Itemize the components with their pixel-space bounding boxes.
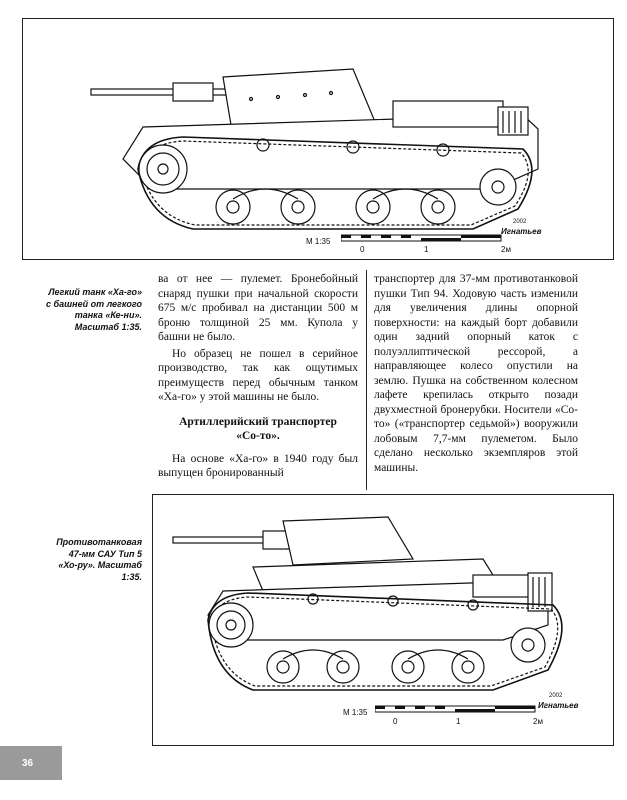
- caption-top: [30, 287, 142, 333]
- scale-tick-1: 1: [456, 717, 461, 726]
- section-heading: [158, 415, 358, 444]
- column-divider: [366, 270, 367, 490]
- scale-tick-0: 0: [360, 245, 365, 254]
- caption-bottom-line: «Хо-ру». Масштаб: [58, 560, 142, 570]
- scale-bar: [341, 234, 511, 244]
- paragraph: На основе «Ха-го» в 1940 году был выпущен бронированный: [158, 452, 358, 479]
- scale-tick-2: 2м: [501, 245, 511, 254]
- page-number-tab: [0, 746, 62, 780]
- caption-bottom-line: 1:35.: [121, 571, 142, 582]
- logo-year: 2002: [549, 693, 563, 699]
- logo-year: 2002: [513, 219, 527, 225]
- section-heading-line: «Со-то».: [236, 430, 280, 442]
- scale-ratio: M 1:35: [343, 708, 368, 717]
- logo-signature: Игнатьев: [538, 701, 579, 710]
- caption-bottom-line: Противотанковая: [56, 537, 142, 547]
- caption-top-line: Масштаб 1:35.: [74, 321, 142, 332]
- text-column-right: [374, 272, 578, 475]
- caption-top-line: Легкий танк «Ха-го»: [48, 287, 142, 297]
- paragraph: транспортер для 37-мм противотанковой пушки Тип 94. Ходовую часть изменили для увеличения длины опорной поверхности: на каждый борт добавили один задний опорный каток с полуэллиптической рессорой, а направляющее колесо опустили на землю. Пушка на собственном колесном лафете крепилась открыто позади двухместной бронерубки. Носители «Со-то» («транспортер седьмой») вооружили лобовым 7,7-мм пулеметом. Было сделано несколько экземпляров этой машины.: [374, 273, 578, 474]
- text-column-middle: [158, 272, 358, 481]
- caption-top-line: с башней от легкого: [46, 298, 142, 309]
- figure-bottom: [152, 494, 614, 746]
- caption-bottom-line: 47-мм САУ Тип 5: [68, 548, 142, 559]
- scale-ratio: M 1:35: [306, 237, 331, 246]
- scale-tick-1: 1: [424, 245, 429, 254]
- figure-top: [22, 18, 614, 260]
- scale-tick-0: 0: [393, 717, 398, 726]
- paragraph: Но образец не пошел в серийное производство, так как ощутимых преимуществ перед обычным танком «Ха-го» у этой машины не было.: [158, 347, 358, 403]
- logo-signature: Игнатьев: [501, 227, 542, 236]
- scale-bar: [375, 705, 545, 715]
- caption-bottom: [30, 537, 142, 583]
- section-heading-line: Артиллерийский транспортер: [179, 415, 337, 428]
- caption-top-line: танка «Ке-ни».: [74, 310, 142, 320]
- paragraph: ва от нее — пулемет. Бронебойный снаряд пушки при начальной скорости 675 м/с пробивал на дистанции 500 м броню толщиной 25 мм. Купола у башни не было.: [158, 273, 358, 343]
- page-number: 36: [22, 758, 34, 769]
- scale-tick-2: 2м: [533, 717, 543, 726]
